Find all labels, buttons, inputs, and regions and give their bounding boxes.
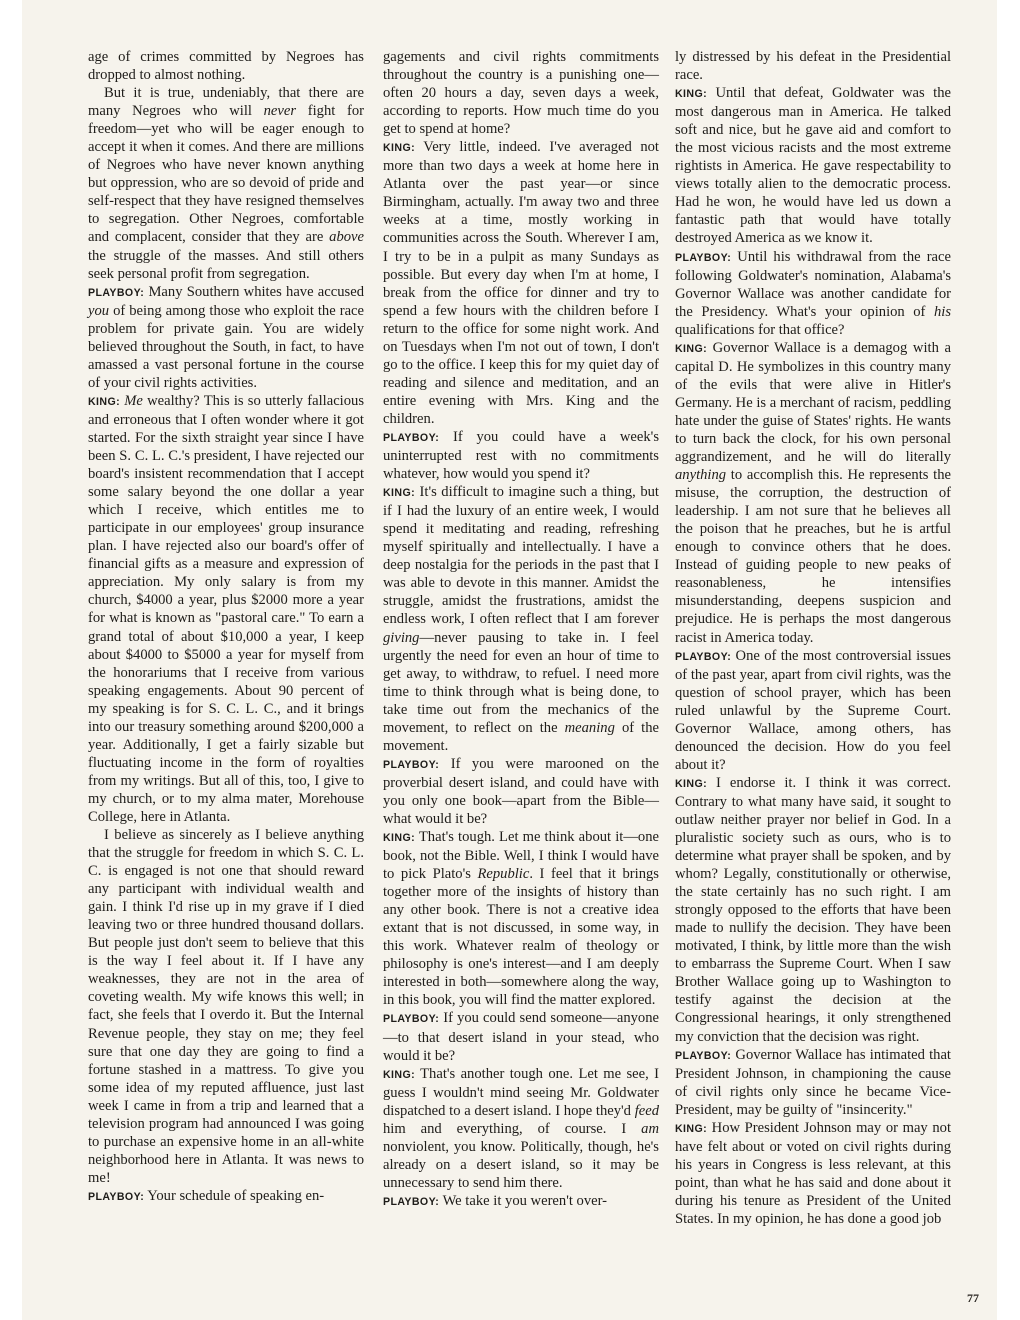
text-run: Many Southern whites have accused: [148, 283, 364, 300]
speaker-label: KING:: [675, 342, 708, 355]
speaker-label: KING:: [383, 487, 416, 500]
text-run: That's another tough one. Let me see, I guess I wouldn't mind seeing Mr. Goldwater dispatched to a desert island. I hope they'd: [383, 1065, 659, 1119]
paragraph: [383, 48, 659, 138]
paragraph: [383, 1009, 659, 1064]
text-run: I believe as sincerely as I believe anything that the struggle for freedom in which S. C. L. C. is engaged is not one that should reward any participant with individual wealth and gain. I think I'd rise up in my grave if I died leaving two or three hundred thousand dollars. But people just don't seem to believe that this is the way I feel about it. If I have any weaknesses, they are not in the area of coveting wealth. My wife knows this well; in fact, she feels that I overdo it. But the Internal Revenue people, they stay on me; they feel sure that one day they are going to find a fortune stashed in a mattress. To give you some idea of my reputed affluence, just last week I came in from a trip and learned that a television program had announced I was going to purchase an expensive home in an all-white neighborhood here in Atlanta. It was news to me!: [88, 827, 364, 1186]
paragraph: [88, 48, 364, 84]
paragraph: [675, 647, 951, 774]
text-column-3: [675, 48, 951, 1228]
text-run: One of the most controversial issues of the past year, apart from civil rights, was the question of school prayer, which has been ruled unlawful by the Supreme Court. Governor Wallace, among others, has denounced the decision. How do you feel about it?: [675, 647, 951, 773]
italic-text: Republic: [477, 866, 530, 883]
paragraph: [675, 84, 951, 247]
paragraph: [88, 826, 364, 1187]
text-run: of the movement.: [383, 719, 659, 754]
paragraph: [88, 392, 364, 826]
paragraph: [383, 1192, 659, 1211]
text-run: to accomplish this. He represents the misuse, the corruption, the destruction of leadership. I am not sure that he believes all the poison that he preaches, but he is artful enough to convince others that he does. Instead of guiding people to new peaks of reasonableness, he intensifies misunderstanding, deepens suspicion and prejudice. He is perhaps the most dangerous racist in America today.: [675, 467, 951, 646]
paragraph: [675, 248, 951, 339]
italic-text: Me: [124, 392, 143, 409]
paragraph: [675, 339, 951, 647]
text-run: wealthy? This is so utterly fallacious and erroneous that I often wonder where it got started. For the sixth straight year since I have been S. C. L. C.'s president, I have rejected our board's insistent recommendation that I accept some salary beyond the one dollar a year which I receive, which entitles me to participate in our employees' group insurance plan. I have rejected also our board's offer of financial gifts as a measure and expression of appreciation. My only salary is from my church, $4000 a year, plus $2000 more a year for what is known as "pastoral care." To earn a grand total of about $10,000 a year, I keep about $4000 to $5000 a year for myself from the honorariums that I receive from various speaking engagements. About 90 percent of my speaking is for S. C. L. C., and it brings into our treasury something around $200,000 a year. Additionally, I get a fairly sizable but fluctuating income in the form of royalties from my writings. But all of this, too, I give to my church, or to my alma mater, Morehouse College, here in Atlanta.: [88, 392, 365, 825]
italic-text: meaning: [564, 719, 615, 736]
paragraph: [383, 755, 659, 828]
text-run: How President Johnson may or may not have felt about or voted on civil rights during his years in Congress is less relevant, at this point, than what he has said and done about it during his tenure as President of the United States. In my opinion, he has done a good job: [675, 1119, 952, 1227]
speaker-label: KING:: [383, 1068, 416, 1081]
magazine-page: [22, 0, 997, 1320]
text-run: Governor Wallace is a demagog with a capital D. He symbolizes in this country many of the evils that were alive in Hitler's Germany. He is a merchant of racism, peddling hate under the guise of States' rights. He wants to turn back the clock, for his own personal aggrandizement, and he will do literally: [675, 339, 951, 466]
text-run: Your schedule of speaking en-: [147, 1187, 325, 1204]
paragraph: [88, 1187, 364, 1206]
paragraph: [88, 84, 364, 283]
paragraph: [383, 1065, 659, 1192]
italic-text: am: [641, 1120, 659, 1137]
text-run: We take it you weren't over-: [442, 1192, 608, 1209]
paragraph: [383, 828, 659, 1009]
paragraph: [383, 483, 659, 755]
italic-text: giving: [383, 629, 420, 646]
text-run: age of crimes committed by Negroes has dropped to almost nothing.: [88, 49, 364, 84]
text-run: Governor Wallace has intimated that President Johnson, in championing the cause of civil rights only since he became Vice-President, may be guilty of "insincerity.": [675, 1046, 951, 1118]
text-run: If you could send someone—anyone—to that desert island in your stead, who would it be?: [383, 1010, 659, 1064]
speaker-label: PLAYBOY:: [675, 1049, 732, 1062]
text-run: It's difficult to imagine such a thing, but if I had the luxury of an entire week, I would spend it meditating and reading, refreshing myself spiritually and intellectually. I have a deep nostalgia for the periods in the past that I was able to devote in this manner. Amidst the struggle, amidst the frustrations, amidst the endless work, I often reflect that I am forever: [383, 484, 659, 628]
speaker-label: KING:: [675, 777, 708, 790]
speaker-label: KING:: [88, 395, 121, 408]
italic-text: his: [933, 303, 951, 320]
paragraph: [675, 48, 951, 84]
paragraph: [675, 1046, 951, 1119]
italic-text: anything: [675, 467, 727, 484]
speaker-label: PLAYBOY:: [383, 1195, 440, 1208]
text-run: qualifications for that office?: [675, 321, 845, 338]
text-run: If you could have a week's uninterrupted rest with no commitments whatever, how would you spend it?: [383, 428, 659, 483]
italic-text: never: [263, 103, 297, 120]
text-run: ly distressed by his defeat in the Presidential race.: [675, 49, 951, 84]
paragraph: [675, 774, 951, 1046]
text-run: . I feel that it brings together more of the insights of history than any other book. There is not a creative idea extant that is not discussed, in some way, in this work. Whatever realm of theology or philosophy is one's interest—and I am deeply interested in both—somewhere along the way, in this book, you will find the matter explored.: [383, 866, 659, 1009]
text-run: of being among those who exploit the race problem for private gain. You are widely believed throughout the South, in fact, to have amassed a vast personal fortune in the course of your civil rights activities.: [88, 302, 364, 391]
speaker-label: PLAYBOY:: [675, 650, 732, 663]
paragraph: [675, 1119, 951, 1228]
speaker-label: PLAYBOY:: [383, 1013, 440, 1026]
text-run: the struggle of the masses. And still others seek personal profit from segregation.: [88, 247, 364, 282]
text-run: Until that defeat, Goldwater was the most dangerous man in America. He talked soft and nice, but he gave aid and comfort to the most vicious racists and the most extreme rightists in America. He gave respectability to views totally alien to the democratic process. Had he won, he would have led us down a fantastic path that would have totally destroyed America as we know it.: [675, 85, 951, 247]
text-run: I endorse it. I think it was correct. Contrary to what many have said, it sought to outlaw neither prayer nor belief in God. In a pluralistic society such as ours, who is to determine what prayer shall be spoken, and by whom? Legally, constitutionally or otherwise, the state certainly has no such right. I am strongly opposed to the efforts that have been made to nullify the decision. They have been motivated, I think, by little more than the wish to embarrass the Supreme Court. When I saw Brother Wallace going up to Washington to testify against the decision at the Congressional hearings, it only strengthened my conviction that the decision was right.: [675, 774, 952, 1045]
text-run: Very little, indeed. I've averaged not more than two days a week at home here in Atlanta over the past year—or since Birmingham, actually. I'm away two and three weeks at a time, mostly working in communities across the South. Wherever I am, I try to be in a pulpit as many Sundays as possible. But every day when I'm at home, I break from the office for dinner and try to spend a few hours with the children before I return to the office for some night work. And on Tuesdays when I'm not out of town, I don't go to the office. I keep this for my quiet day of reading and silence and meditation, and an entire evening with Mrs. King and the children.: [383, 139, 659, 427]
speaker-label: PLAYBOY:: [383, 431, 440, 444]
italic-text: feed: [634, 1102, 659, 1119]
page-number: 77: [967, 1291, 979, 1305]
speaker-label: PLAYBOY:: [88, 1190, 145, 1203]
speaker-label: PLAYBOY:: [383, 758, 440, 771]
speaker-label: KING:: [675, 88, 708, 101]
text-run: That's tough. Let me think about it—one book, not the Bible. Well, I think I would have to pick Plato's: [383, 829, 659, 883]
paragraph: [88, 283, 364, 392]
text-run: fight for freedom—yet who will be eager enough to accept it when it comes. And there are millions of Negroes who have never known anything but oppression, who are so devoid of pride and self-respect that they have resigned themselves to segregation. Other Negroes, comfortable and complacent, consider that they are: [88, 103, 364, 246]
text-run: If you were marooned on the proverbial desert island, and could have with you only one book—apart from the Bible—what would it be?: [383, 755, 659, 827]
text-run: But it is true, undeniably, that there are many Negroes who will: [88, 85, 364, 120]
paragraph: [383, 138, 659, 428]
paragraph: [383, 428, 659, 483]
speaker-label: KING:: [675, 1122, 708, 1135]
speaker-label: KING:: [383, 142, 416, 155]
text-run: nonviolent, you know. Politically, though, he's already on a desert island, so it may be unnecessary to send him there.: [383, 1138, 659, 1191]
speaker-label: KING:: [383, 832, 416, 845]
speaker-label: PLAYBOY:: [88, 286, 145, 299]
speaker-label: PLAYBOY:: [675, 251, 732, 264]
text-run: —never pausing to take in. I feel urgently the need for even an hour of time to get away, to withdraw, to refuel. I need more time to think through what is being done, to take time out from the mechanics of the movement, to reflect on the: [383, 629, 659, 736]
italic-text: you: [88, 302, 110, 319]
text-column-2: [383, 48, 659, 1211]
italic-text: above: [329, 229, 364, 246]
text-run: him and everything, of course. I: [383, 1120, 642, 1137]
text-column-1: [88, 48, 364, 1206]
text-run: Until his withdrawal from the race following Goldwater's nomination, Alabama's Governor Wallace was another candidate for the Presidency. What's your opinion of: [675, 248, 951, 320]
text-run: gagements and civil rights commitments throughout the country is a punishing one—often 20 hours a day, seven days a week, according to reports. How much time do you get to spend at home?: [383, 49, 659, 138]
